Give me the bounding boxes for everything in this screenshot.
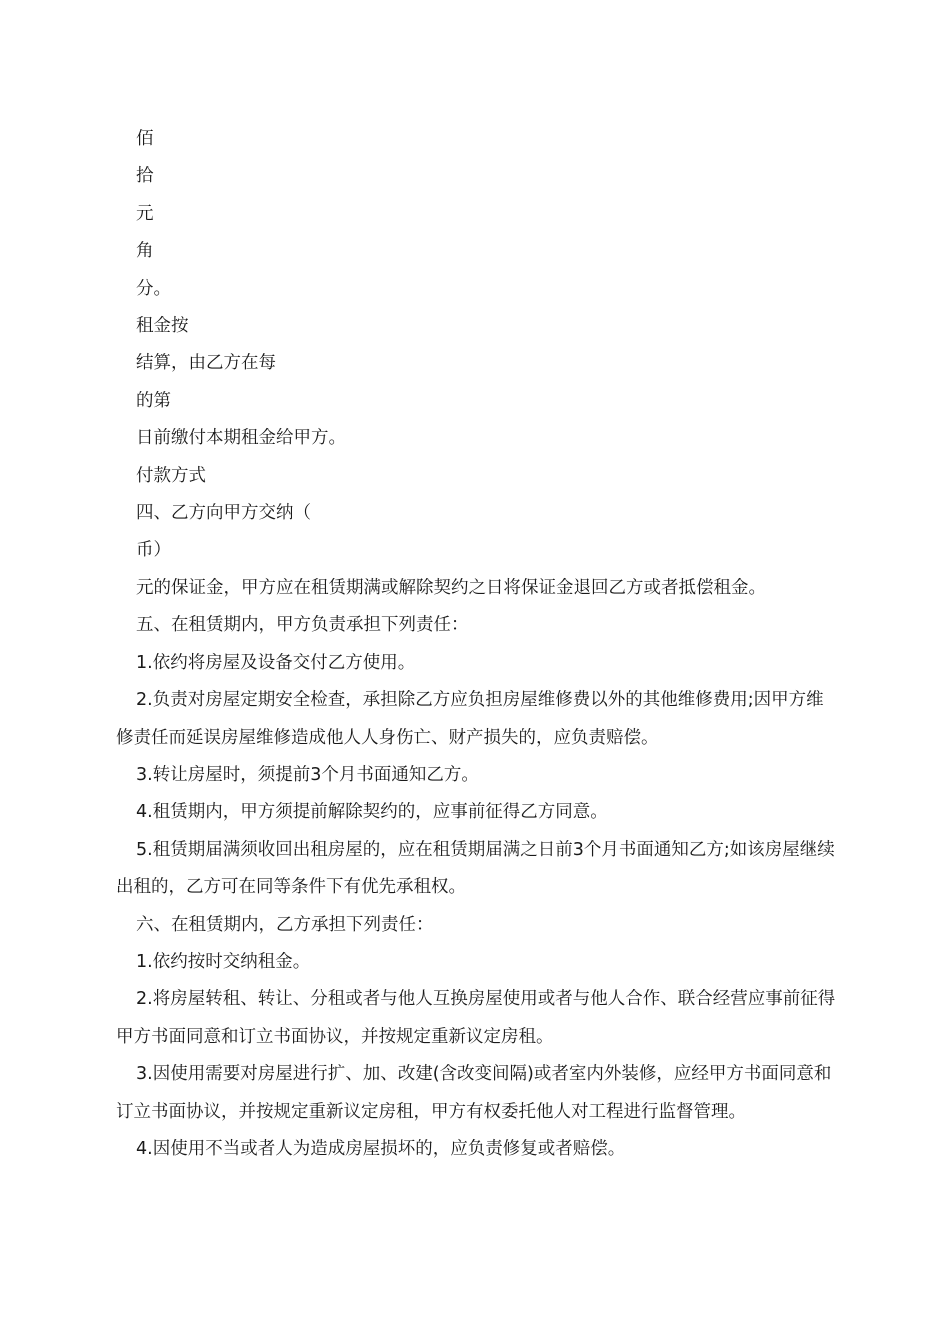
paragraph-shi: 拾 <box>136 166 154 187</box>
section-six-item-2: 2.将房屋转租、转让、分租或者与他人互换房屋使用或者与他人合作、联合经营应事前征得甲方书面同意和订立书面协议，并按规定重新议定房租。 <box>116 989 836 1047</box>
paragraph-pay-before-day: 日前缴付本期租金给甲方。 <box>136 428 346 449</box>
paragraph-deposit: 元的保证金，甲方应在租赁期满或解除契约之日将保证金退回乙方或者抵偿租金。 <box>136 577 766 598</box>
paragraph-yuan: 元 <box>136 203 154 224</box>
paragraph-settlement: 结算，由乙方在每 <box>136 353 276 374</box>
paragraph-fen: 分。 <box>136 278 171 299</box>
section-six-item-4: 4.因使用不当或者人为造成房屋损坏的，应负责修复或者赔偿。 <box>136 1138 626 1159</box>
section-five-item-4: 4.租赁期内，甲方须提前解除契约的，应事前征得乙方同意。 <box>136 802 608 823</box>
section-six-item-3: 3.因使用需要对房屋进行扩、加、改建(含改变间隔)或者室内外装修，应经甲方书面同意和订立书面协议，并按规定重新议定房租，甲方有权委托他人对工程进行监督管理。 <box>116 1064 832 1122</box>
paragraph-jiao: 角 <box>136 241 154 262</box>
section-five-item-1: 1.依约将房屋及设备交付乙方使用。 <box>136 652 416 673</box>
document-body <box>116 121 838 1168</box>
paragraph-de-di: 的第 <box>136 390 171 411</box>
section-five-item-3: 3.转让房屋时，须提前3个月书面通知乙方。 <box>136 764 479 785</box>
paragraph-rent-by: 租金按 <box>136 316 189 337</box>
paragraph-bai: 佰 <box>136 129 154 149</box>
paragraph-payment-method: 付款方式 <box>136 465 206 486</box>
section-five-item-2: 2.负责对房屋定期安全检查，承担除乙方应负担房屋维修费以外的其他维修费用;因甲方维修责任而延误房屋维修造成他人人身伤亡、财产损失的，应负责赔偿。 <box>116 690 824 748</box>
section-six-heading: 六、在租赁期内，乙方承担下列责任： <box>136 914 434 935</box>
section-four-heading: 四、乙方向甲方交纳（ <box>136 503 311 524</box>
section-five-heading: 五、在租赁期内，甲方负责承担下列责任： <box>136 615 469 636</box>
paragraph-currency: 币） <box>136 540 171 561</box>
section-six-item-1: 1.依约按时交纳租金。 <box>136 951 311 972</box>
section-five-item-5: 5.租赁期届满须收回出租房屋的，应在租赁期届满之日前3个月书面通知乙方;如该房屋继续出租的，乙方可在同等条件下有优先承租权。 <box>116 839 835 898</box>
